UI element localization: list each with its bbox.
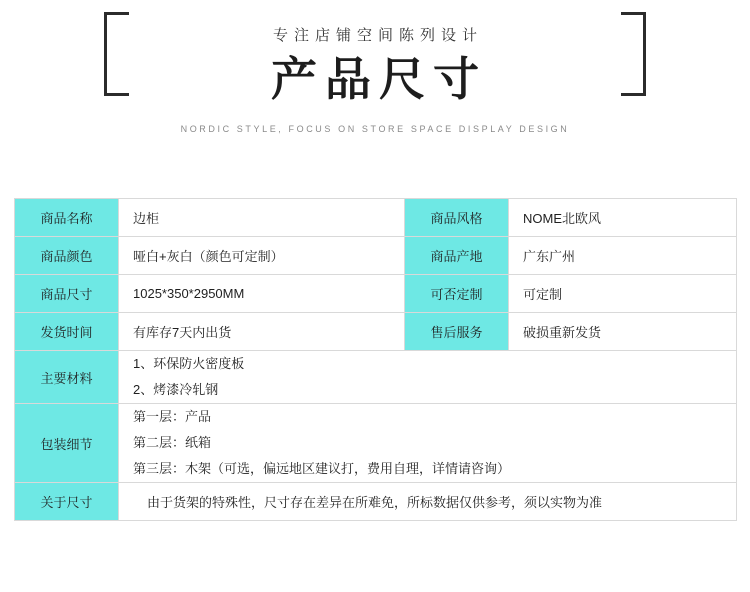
material-line: 1、环保防火密度板	[133, 356, 245, 371]
spec-table	[14, 198, 737, 521]
row-value-size-note: 由于货架的特殊性，尺寸存在差异在所难免，所标数据仅供参考，须以实物为准	[119, 483, 737, 521]
row-value-after-sales: 破损重新发货	[509, 313, 737, 351]
row-label-after-sales: 售后服务	[405, 313, 509, 351]
header-subtitle-top: 专注店铺空间陈列设计	[272, 27, 483, 44]
table-row	[15, 199, 737, 237]
material-line: 2、烤漆冷轧钢	[133, 382, 219, 397]
row-label-shipping-time: 发货时间	[15, 313, 119, 351]
row-label-product-name: 商品名称	[15, 199, 119, 237]
packaging-line: 第三层：木架（可选，偏远地区建议打，费用自理，详情请咨询）	[133, 461, 511, 476]
table-row	[15, 275, 737, 313]
bracket-right-decoration	[621, 12, 646, 96]
table-row	[15, 313, 737, 351]
row-label-product-style: 商品风格	[405, 199, 509, 237]
table-row-packaging	[15, 404, 737, 483]
row-value-shipping-time: 有库存7天内出货	[119, 313, 405, 351]
row-label-size-note: 关于尺寸	[15, 483, 119, 521]
table-row-materials	[15, 351, 737, 404]
row-label-main-materials: 主要材料	[15, 351, 119, 404]
row-label-customizable: 可否定制	[405, 275, 509, 313]
row-label-product-color: 商品颜色	[15, 237, 119, 275]
row-value-customizable: 可定制	[509, 275, 737, 313]
row-value-product-name: 边柜	[119, 199, 405, 237]
row-value-packaging	[119, 404, 737, 483]
spec-table-wrapper	[14, 198, 736, 521]
row-value-product-origin: 广东广州	[509, 237, 737, 275]
packaging-line: 第一层：产品	[133, 409, 212, 424]
table-row	[15, 237, 737, 275]
bracket-left-decoration	[104, 12, 129, 96]
title-block	[210, 0, 540, 110]
page-title: 产品尺寸	[271, 53, 487, 105]
row-value-product-color: 哑白+灰白（颜色可定制）	[119, 237, 405, 275]
row-label-product-origin: 商品产地	[405, 237, 509, 275]
row-value-main-materials	[119, 351, 737, 404]
page-header	[0, 0, 750, 172]
row-value-product-size: 1025*350*2950MM	[119, 275, 405, 313]
row-label-packaging: 包装细节	[15, 404, 119, 483]
row-label-product-size: 商品尺寸	[15, 275, 119, 313]
row-value-product-style: NOME北欧风	[509, 199, 737, 237]
table-row-size-note	[15, 483, 737, 521]
packaging-line: 第二层：纸箱	[133, 435, 212, 450]
header-subtitle-bottom: NORDIC STYLE, FOCUS ON STORE SPACE DISPLAY DESIGN	[180, 124, 570, 134]
